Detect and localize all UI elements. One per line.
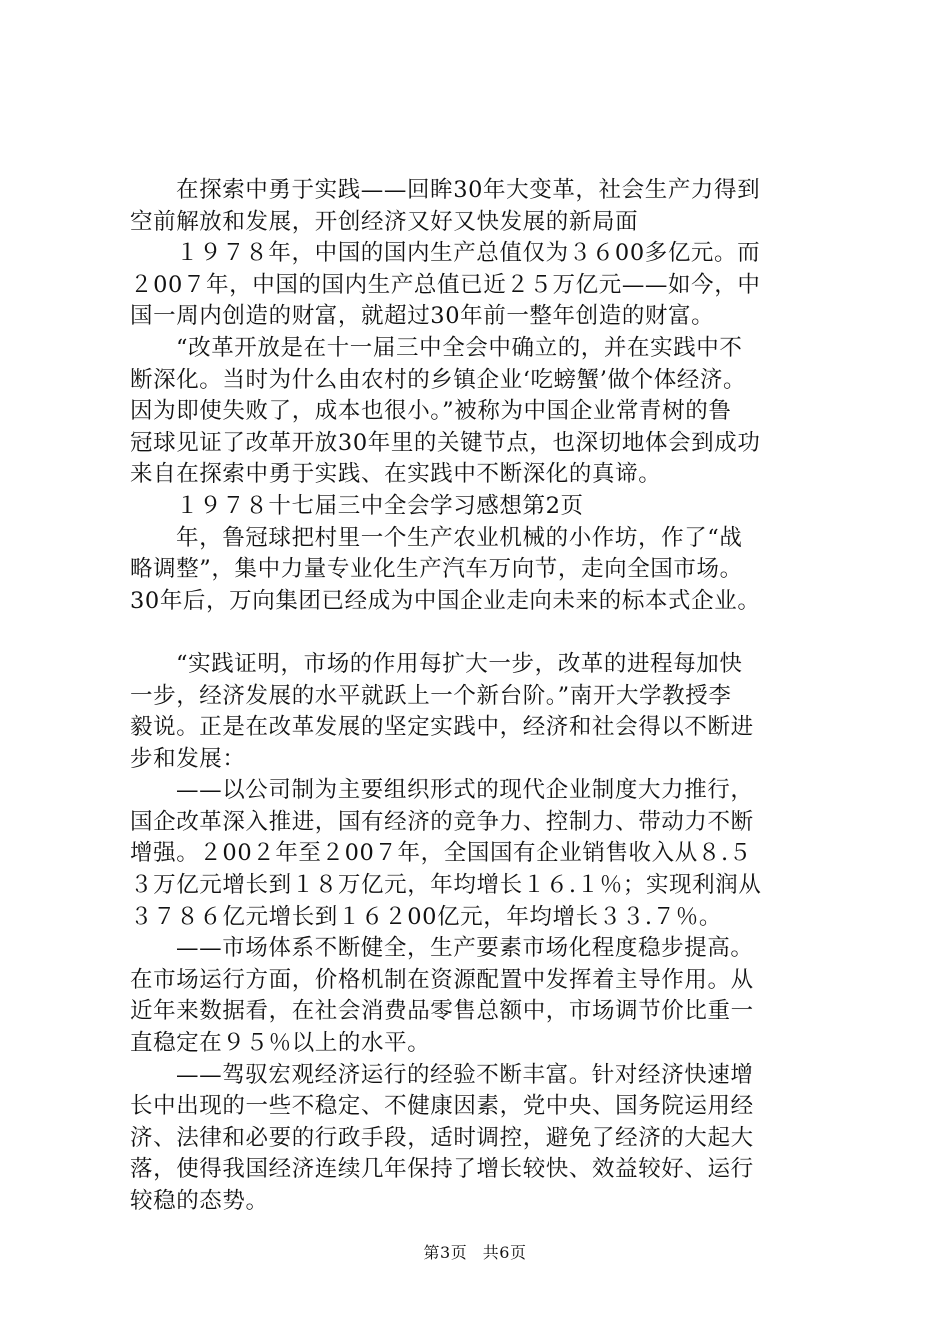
page-footer [0,1240,950,1263]
paragraph-line: 一步，经济发展的水平就跃上一个新台阶。”南开大学教授李 [130,682,732,709]
paragraph-line: 略调整”，集中力量专业化生产汽车万向节，走向全国市场。 [130,556,743,583]
paragraph-line: “改革开放是在十一届三中全会中确立的，并在实践中不 [176,334,743,361]
paragraph-line: 30年后，万向集团已经成为中国企业走向未来的标本式企业。 [130,587,761,614]
paragraph-line: 年，鲁冠球把村里一个生产农业机械的小作坊，作了“战 [176,524,743,551]
paragraph-line: 来自在探索中勇于实践、在实践中不断深化的真谛。 [130,461,662,488]
paragraph-line: 济、法律和必要的行政手段，适时调控，避免了经济的大起大 [130,1124,754,1151]
paragraph-line: 步和发展： [130,745,246,772]
paragraph-line: 较稳的态势。 [130,1188,269,1214]
document-body [130,175,830,1218]
paragraph-line: 断深化。当时为什么由农村的乡镇企业‘吃螃蟹’做个体经济。 [130,366,747,393]
paragraph-line: ３７８６亿元增长到１６２00亿元，年均增长３３.７％。 [130,903,722,930]
paragraph-line: ３万亿元增长到１８万亿元，年均增长１６.１％；实现利润从 [130,872,762,899]
paragraph-line: １９７８年，中国的国内生产总值仅为３６00多亿元。而 [176,240,761,267]
paragraph-line: 在探索中勇于实践——回眸30年大变革，社会生产力得到 [176,177,761,203]
paragraph-line: 空前解放和发展，开创经济又好又快发展的新局面 [130,208,639,235]
paragraph-gap [130,617,830,649]
paragraph-line: 冠球见证了改革开放30年里的关键节点，也深切地体会到成功 [130,429,761,456]
paragraph-line: 国企改革深入推进，国有经济的竞争力、控制力、带动力不断 [130,808,754,835]
paragraph-line: 增强。２00２年至２00７年，全国国有企业销售收入从８.５ [130,840,752,867]
paragraph-line: ——市场体系不断健全，生产要素市场化程度稳步提高。 [176,935,754,962]
paragraph-line: 国一周内创造的财富，就超过30年前一整年创造的财富。 [130,303,715,330]
paragraph-line: 因为即使失败了，成本也很小。”被称为中国企业常青树的鲁 [130,398,732,425]
paragraph-line: １９７８十七届三中全会学习感想第2页 [176,492,584,519]
paragraph-line: ２00７年，中国的国内生产总值已近２５万亿元——如今，中 [130,271,761,298]
paragraph-line: 在市场运行方面，价格机制在资源配置中发挥着主导作用。从 [130,966,754,993]
page-number: 第3页 [423,1243,468,1262]
paragraph-line: 直稳定在９５％以上的水平。 [130,1030,431,1057]
paragraph-line: 近年来数据看，在社会消费品零售总额中，市场调节价比重一 [130,998,754,1025]
paragraph-line: 落，使得我国经济连续几年保持了增长较快、效益较好、运行 [130,1156,754,1183]
paragraph-line: 长中出现的一些不稳定、不健康因素，党中央、国务院运用经 [130,1093,754,1120]
paragraph-line: ——以公司制为主要组织形式的现代企业制度大力推行， [176,777,754,804]
paragraph-line: 毅说。正是在改革发展的坚定实践中，经济和社会得以不断进 [130,714,754,741]
paragraph-line: “实践证明，市场的作用每扩大一步，改革的进程每加快 [176,650,743,677]
page-total: 共6页 [482,1243,527,1262]
paragraph-line: ——驾驭宏观经济运行的经验不断丰富。针对经济快速增 [176,1061,754,1088]
